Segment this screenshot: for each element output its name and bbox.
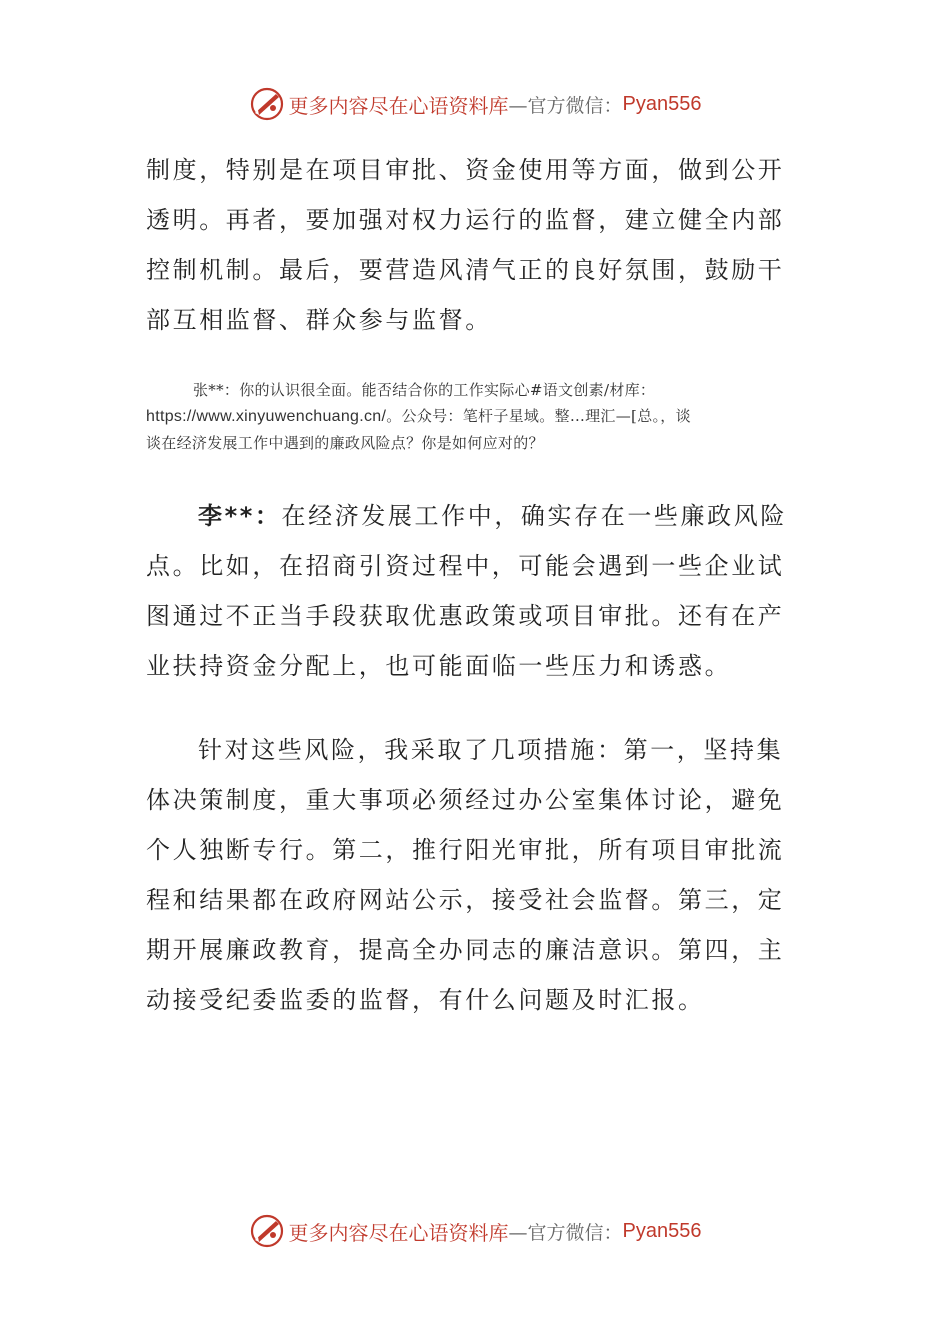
- paragraph-1: 制度，特别是在项目审批、资金使用等方面，做到公开透明。再者，要加强对权力运行的监督，建立健全内部控制机制。最后，要营造风清气正的良好氛围，鼓励干部互相监督、群众参与监督。: [146, 156, 785, 334]
- speaker-label: 李**：: [198, 502, 282, 530]
- header-wechat-id: Pyan556: [622, 92, 702, 115]
- header-banner: [0, 84, 950, 124]
- header-brand-sub: —官方微信：: [508, 94, 623, 117]
- question-line-1: 张**：你的认识很全面。能否结合你的工作实际心#语文创素/材库：: [193, 381, 656, 399]
- footer-banner: [0, 1211, 950, 1251]
- paragraph-2: [146, 491, 806, 691]
- footer-brand-sub: —官方微信：: [508, 1221, 623, 1244]
- question-line-2: [146, 403, 806, 430]
- pen-logo-icon: [249, 1213, 285, 1249]
- question-line-2-rest: 。公众号：笔杆子星域。整…理汇—[总。，谈: [386, 407, 691, 425]
- header-brand-title: 更多内容尽在心语资料库: [288, 93, 509, 118]
- question-block: [146, 377, 806, 456]
- source-url-link[interactable]: https://www.xinyuwenchuang.cn/: [146, 408, 387, 425]
- footer-brand-title: 更多内容尽在心语资料库: [288, 1220, 509, 1245]
- paragraph-2-text: 在经济发展工作中，确实存在一些廉政风险点。比如，在招商引资过程中，可能会遇到一些企业试图通过不正当手段获取优惠政策或项目审批。还有在产业扶持资金分配上，也可能面临一些压力和诱惑。: [146, 502, 787, 680]
- question-line-3: 谈在经济发展工作中遇到的廉政风险点？你是如何应对的？: [146, 434, 544, 452]
- footer-wechat-id: Pyan556: [622, 1219, 702, 1242]
- pen-logo-icon: [249, 86, 285, 122]
- paragraph-3: 针对这些风险，我采取了几项措施：第一，坚持集体决策制度，重大事项必须经过办公室集体讨论，避免个人独断专行。第二，推行阳光审批，所有项目审批流程和结果都在政府网站公示，接受社会监督。第三，定期开展廉政教育，提高全办同志的廉洁意识。第四，主动接受纪委监委的监督，有什么问题及时汇报。: [146, 736, 785, 1014]
